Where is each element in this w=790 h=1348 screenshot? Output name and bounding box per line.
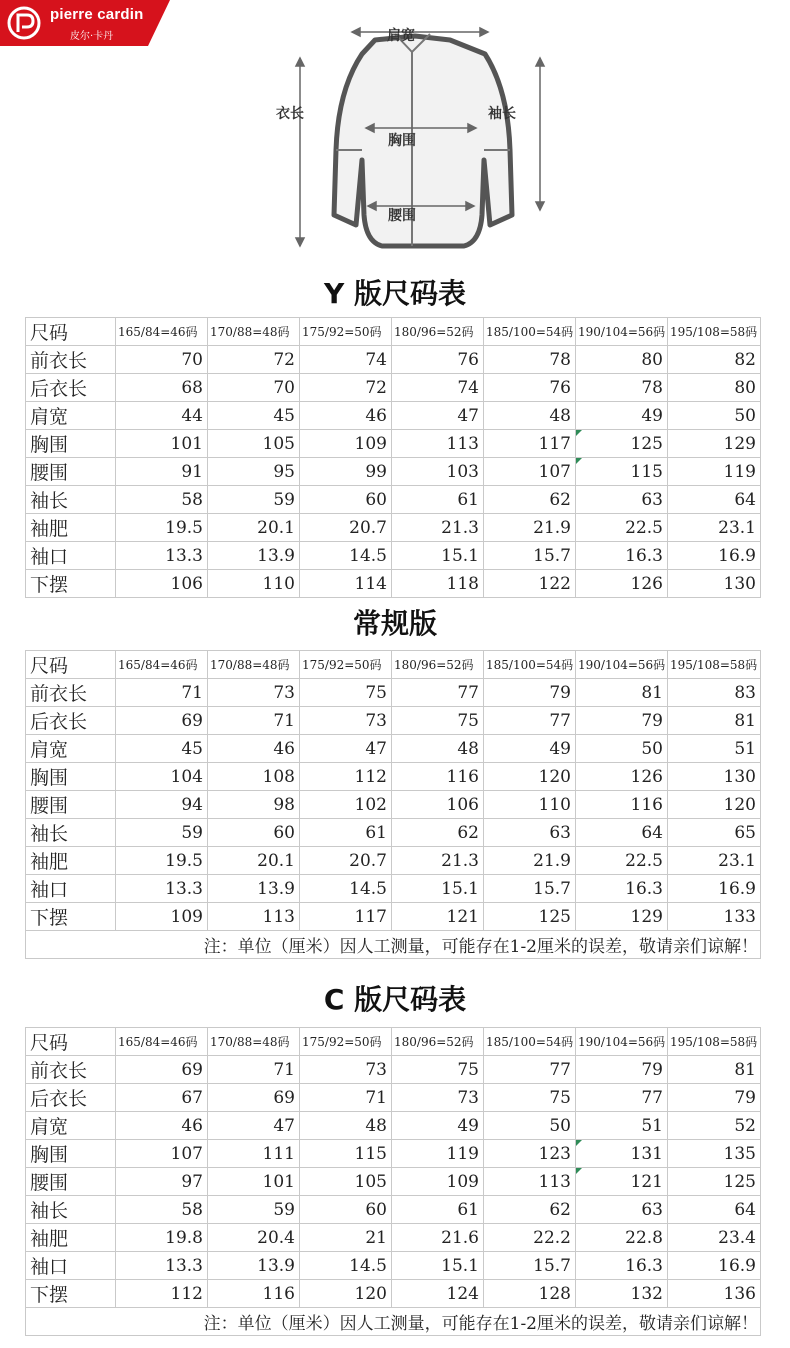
table-cell: 70 [208,374,300,402]
measurement-note: 注：单位（厘米）因人工测量，可能存在1-2厘米的误差，敬请亲们谅解！ [26,931,761,959]
table-row [26,707,761,735]
table-cell: 78 [576,374,668,402]
table-cell: 106 [116,570,208,598]
table-row [26,486,761,514]
table-cell: 19.5 [116,847,208,875]
table-cell: 51 [668,735,761,763]
table-cell: 49 [484,735,576,763]
table-cell: 125 [484,903,576,931]
table-cell: 75 [484,1084,576,1112]
table-cell: 67 [116,1084,208,1112]
table-cell: 110 [208,570,300,598]
table-cell: 136 [668,1280,761,1308]
table-cell: 70 [116,346,208,374]
table-cell: 22.2 [484,1224,576,1252]
row-label: 胸围 [26,1140,116,1168]
row-label: 下摆 [26,903,116,931]
table-cell: 15.7 [484,1252,576,1280]
table-cell: 15.7 [484,542,576,570]
row-label: 肩宽 [26,735,116,763]
table-cell: 21.9 [484,514,576,542]
table-cell: 77 [392,679,484,707]
table-cell: 119 [668,458,761,486]
table-cell: 82 [668,346,761,374]
table-cell: 22.5 [576,514,668,542]
measurement-note: 注：单位（厘米）因人工测量，可能存在1-2厘米的误差，敬请亲们谅解！ [26,1308,761,1336]
table-cell: 50 [484,1112,576,1140]
table-cell: 60 [300,1196,392,1224]
table-cell: 80 [668,374,761,402]
table-cell: 105 [208,430,300,458]
table-cell: 19.8 [116,1224,208,1252]
table-cell: 126 [576,570,668,598]
table-cell: 73 [392,1084,484,1112]
row-label: 后衣长 [26,1084,116,1112]
table-cell: 80 [576,346,668,374]
label-shoulder: 肩宽 [387,28,415,44]
header-size-cell: 190/104=56码 [576,318,668,346]
table-cell: 113 [392,430,484,458]
table-cell: 116 [576,791,668,819]
table-cell: 112 [300,763,392,791]
table-cell: 46 [300,402,392,430]
header-size-cell: 175/92=50码 [300,318,392,346]
table-cell: 59 [208,486,300,514]
header-size-cell: 180/96=52码 [392,1028,484,1056]
table-row [26,1196,761,1224]
table-cell: 130 [668,570,761,598]
header-size-label: 尺码 [26,651,116,679]
table-cell: 58 [116,486,208,514]
section-title-c: C 版尺码表 [323,983,467,1016]
table-cell: 120 [300,1280,392,1308]
table-cell: 21.6 [392,1224,484,1252]
header-size-cell: 190/104=56码 [576,651,668,679]
label-sleeve: 袖长 [488,106,516,122]
size-table-regular [25,650,761,959]
table-cell: 75 [392,1056,484,1084]
brand-name-cn: 皮尔·卡丹 [70,31,114,42]
table-cell: 47 [392,402,484,430]
table-cell: 49 [392,1112,484,1140]
table-cell: 72 [300,374,392,402]
table-cell: 74 [300,346,392,374]
table-cell: 117 [484,430,576,458]
row-label: 前衣长 [26,1056,116,1084]
table-cell: 20.7 [300,847,392,875]
table-cell: 101 [116,430,208,458]
header-size-cell: 185/100=54码 [484,318,576,346]
table-cell: 52 [668,1112,761,1140]
table-cell: 16.9 [668,542,761,570]
table-row [26,763,761,791]
table-cell: 16.3 [576,542,668,570]
table-cell: 83 [668,679,761,707]
table-cell: 69 [116,707,208,735]
table-cell: 113 [208,903,300,931]
table-cell: 128 [484,1280,576,1308]
header-size-cell: 195/108=58码 [668,1028,761,1056]
table-cell: 126 [576,763,668,791]
table-cell: 49 [576,402,668,430]
table-cell: 111 [208,1140,300,1168]
table-row [26,735,761,763]
table-cell: 133 [668,903,761,931]
header-size-cell: 190/104=56码 [576,1028,668,1056]
table-row [26,1084,761,1112]
table-cell: 121 [576,1168,668,1196]
row-label: 袖口 [26,542,116,570]
header-size-cell: 195/108=58码 [668,651,761,679]
table-cell: 15.1 [392,542,484,570]
table-cell: 71 [208,1056,300,1084]
table-cell: 22.8 [576,1224,668,1252]
table-cell: 47 [208,1112,300,1140]
table-cell: 123 [484,1140,576,1168]
table-row [26,679,761,707]
table-cell: 73 [300,707,392,735]
table-cell: 23.1 [668,847,761,875]
table-cell: 81 [668,1056,761,1084]
table-cell: 108 [208,763,300,791]
table-cell: 121 [392,903,484,931]
table-row [26,570,761,598]
table-cell: 20.7 [300,514,392,542]
row-label: 腰围 [26,791,116,819]
header-size-cell: 170/88=48码 [208,651,300,679]
table-cell: 69 [116,1056,208,1084]
size-table-y [25,317,761,598]
table-cell: 119 [392,1140,484,1168]
table-cell: 81 [576,679,668,707]
row-label: 后衣长 [26,374,116,402]
table-row [26,1140,761,1168]
table-cell: 16.3 [576,875,668,903]
table-cell: 48 [300,1112,392,1140]
table-cell: 77 [484,1056,576,1084]
table-row [26,402,761,430]
table-row [26,458,761,486]
table-cell: 105 [300,1168,392,1196]
table-cell: 45 [208,402,300,430]
table-cell: 71 [208,707,300,735]
table-cell: 63 [484,819,576,847]
row-label: 胸围 [26,430,116,458]
table-cell: 13.9 [208,542,300,570]
header-size-cell: 165/84=46码 [116,651,208,679]
table-cell: 125 [668,1168,761,1196]
table-cell: 75 [300,679,392,707]
table-cell: 20.1 [208,847,300,875]
table-cell: 21.3 [392,514,484,542]
row-label: 袖长 [26,486,116,514]
header-size-cell: 170/88=48码 [208,318,300,346]
table-cell: 125 [576,430,668,458]
table-cell: 117 [300,903,392,931]
note-row [26,931,761,959]
table-cell: 13.3 [116,875,208,903]
table-cell: 46 [116,1112,208,1140]
header-size-cell: 195/108=58码 [668,318,761,346]
table-cell: 64 [576,819,668,847]
table-cell: 62 [484,1196,576,1224]
row-label: 袖肥 [26,1224,116,1252]
row-label: 下摆 [26,1280,116,1308]
table-row [26,1224,761,1252]
table-row [26,542,761,570]
table-cell: 22.5 [576,847,668,875]
row-label: 袖口 [26,875,116,903]
table-cell: 51 [576,1112,668,1140]
table-cell: 60 [300,486,392,514]
table-cell: 114 [300,570,392,598]
table-cell: 50 [576,735,668,763]
table-cell: 91 [116,458,208,486]
table-cell: 61 [392,486,484,514]
table-cell: 75 [392,707,484,735]
table-cell: 16.3 [576,1252,668,1280]
header-row [26,651,761,679]
header-row [26,1028,761,1056]
table-cell: 109 [300,430,392,458]
table-row [26,903,761,931]
header-size-cell: 180/96=52码 [392,318,484,346]
row-label: 袖肥 [26,847,116,875]
table-cell: 79 [668,1084,761,1112]
table-cell: 65 [668,819,761,847]
table-row [26,1168,761,1196]
table-row [26,1252,761,1280]
header-size-cell: 180/96=52码 [392,651,484,679]
row-label: 腰围 [26,1168,116,1196]
header-size-cell: 175/92=50码 [300,1028,392,1056]
table-cell: 97 [116,1168,208,1196]
table-cell: 135 [668,1140,761,1168]
table-cell: 71 [300,1084,392,1112]
row-label: 袖口 [26,1252,116,1280]
table-cell: 14.5 [300,875,392,903]
table-cell: 63 [576,486,668,514]
table-cell: 64 [668,1196,761,1224]
table-row [26,819,761,847]
table-cell: 76 [484,374,576,402]
table-cell: 64 [668,486,761,514]
table-cell: 15.1 [392,875,484,903]
table-cell: 21 [300,1224,392,1252]
header-size-cell: 185/100=54码 [484,651,576,679]
table-cell: 59 [116,819,208,847]
table-cell: 102 [300,791,392,819]
table-cell: 129 [576,903,668,931]
table-cell: 120 [668,791,761,819]
row-label: 胸围 [26,763,116,791]
table-cell: 14.5 [300,1252,392,1280]
table-cell: 109 [116,903,208,931]
table-cell: 13.9 [208,1252,300,1280]
table-cell: 78 [484,346,576,374]
table-cell: 77 [484,707,576,735]
table-cell: 129 [668,430,761,458]
note-row [26,1308,761,1336]
table-cell: 21.9 [484,847,576,875]
table-cell: 120 [484,763,576,791]
table-cell: 13.3 [116,1252,208,1280]
header-row [26,318,761,346]
table-cell: 46 [208,735,300,763]
table-row [26,1056,761,1084]
table-cell: 14.5 [300,542,392,570]
table-cell: 23.4 [668,1224,761,1252]
table-cell: 132 [576,1280,668,1308]
table-cell: 48 [392,735,484,763]
header-size-cell: 170/88=48码 [208,1028,300,1056]
table-cell: 62 [392,819,484,847]
table-row [26,430,761,458]
header-size-cell: 185/100=54码 [484,1028,576,1056]
table-cell: 20.4 [208,1224,300,1252]
header-size-label: 尺码 [26,318,116,346]
table-cell: 99 [300,458,392,486]
section-title-y: Y 版尺码表 [323,277,467,310]
table-cell: 79 [576,1056,668,1084]
table-row [26,514,761,542]
table-cell: 58 [116,1196,208,1224]
table-cell: 45 [116,735,208,763]
table-cell: 21.3 [392,847,484,875]
header-size-cell: 175/92=50码 [300,651,392,679]
table-row [26,374,761,402]
table-cell: 47 [300,735,392,763]
table-cell: 115 [576,458,668,486]
brand-logo [0,0,170,46]
table-row [26,1112,761,1140]
row-label: 后衣长 [26,707,116,735]
table-cell: 23.1 [668,514,761,542]
table-cell: 131 [576,1140,668,1168]
size-table-c [25,1027,761,1336]
row-label: 袖肥 [26,514,116,542]
table-cell: 116 [208,1280,300,1308]
table-cell: 110 [484,791,576,819]
row-label: 腰围 [26,458,116,486]
label-chest: 胸围 [388,133,416,149]
table-cell: 95 [208,458,300,486]
table-cell: 81 [668,707,761,735]
table-cell: 61 [392,1196,484,1224]
table-cell: 62 [484,486,576,514]
row-label: 前衣长 [26,346,116,374]
table-cell: 79 [576,707,668,735]
table-cell: 94 [116,791,208,819]
section-title-regular: 常规版 [352,607,437,640]
table-cell: 115 [300,1140,392,1168]
table-row [26,791,761,819]
table-cell: 19.5 [116,514,208,542]
table-cell: 122 [484,570,576,598]
table-cell: 73 [208,679,300,707]
table-cell: 73 [300,1056,392,1084]
table-row [26,847,761,875]
header-size-cell: 165/84=46码 [116,1028,208,1056]
label-waist: 腰围 [388,208,416,224]
table-cell: 101 [208,1168,300,1196]
table-cell: 74 [392,374,484,402]
row-label: 袖长 [26,1196,116,1224]
table-cell: 44 [116,402,208,430]
header-size-cell: 165/84=46码 [116,318,208,346]
table-cell: 20.1 [208,514,300,542]
table-cell: 61 [300,819,392,847]
row-label: 肩宽 [26,402,116,430]
table-cell: 13.3 [116,542,208,570]
shirt-measurement-diagram [270,10,570,268]
table-cell: 68 [116,374,208,402]
table-cell: 116 [392,763,484,791]
table-cell: 48 [484,402,576,430]
table-cell: 124 [392,1280,484,1308]
table-cell: 72 [208,346,300,374]
table-cell: 130 [668,763,761,791]
header-size-label: 尺码 [26,1028,116,1056]
table-cell: 76 [392,346,484,374]
table-cell: 16.9 [668,1252,761,1280]
table-row [26,875,761,903]
table-cell: 104 [116,763,208,791]
row-label: 肩宽 [26,1112,116,1140]
table-cell: 79 [484,679,576,707]
label-length: 衣长 [276,106,304,122]
table-row [26,1280,761,1308]
table-cell: 60 [208,819,300,847]
table-cell: 15.7 [484,875,576,903]
table-cell: 113 [484,1168,576,1196]
table-cell: 77 [576,1084,668,1112]
table-cell: 15.1 [392,1252,484,1280]
table-cell: 118 [392,570,484,598]
table-cell: 107 [116,1140,208,1168]
table-cell: 103 [392,458,484,486]
table-cell: 59 [208,1196,300,1224]
table-cell: 13.9 [208,875,300,903]
row-label: 前衣长 [26,679,116,707]
table-cell: 98 [208,791,300,819]
table-row [26,346,761,374]
table-cell: 107 [484,458,576,486]
table-cell: 112 [116,1280,208,1308]
table-cell: 63 [576,1196,668,1224]
table-cell: 71 [116,679,208,707]
row-label: 袖长 [26,819,116,847]
table-cell: 16.9 [668,875,761,903]
table-cell: 69 [208,1084,300,1112]
table-cell: 50 [668,402,761,430]
table-cell: 109 [392,1168,484,1196]
row-label: 下摆 [26,570,116,598]
brand-name: pierre cardin [50,6,144,23]
table-cell: 106 [392,791,484,819]
